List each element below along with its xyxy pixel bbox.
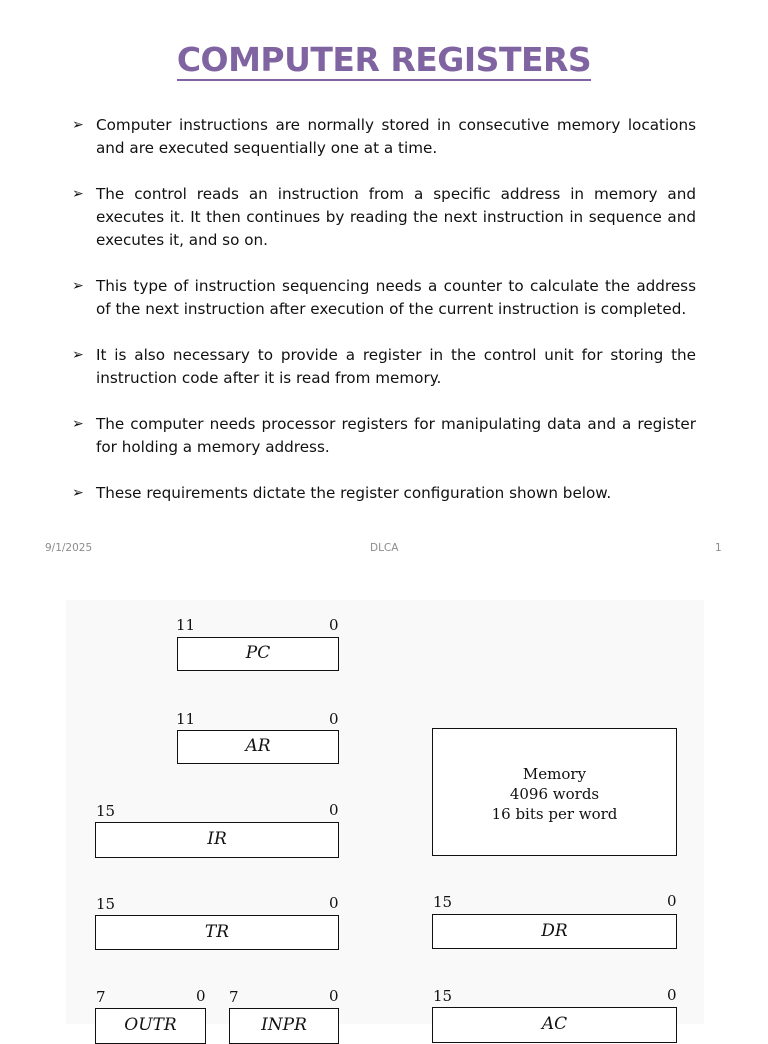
dr-register: DR: [432, 914, 677, 949]
slide-title-text: COMPUTER REGISTERS: [176, 40, 592, 79]
outr-register: OUTR: [95, 1008, 206, 1044]
bullet-text: These requirements dictate the register configuration shown below.: [96, 484, 612, 502]
inpr-high-bit: 7: [229, 988, 239, 1006]
slide-title: [0, 40, 768, 79]
ar-high-bit: 11: [176, 710, 196, 728]
inpr-low-bit: 0: [329, 987, 339, 1005]
bullet-item: [72, 183, 696, 252]
arrow-bullet-icon: ➢: [72, 416, 84, 432]
memory-words: 4096 words: [509, 785, 600, 803]
bullet-text: The computer needs processor registers for manipulating data and a register for holding a memory address.: [96, 415, 696, 456]
arrow-bullet-icon: ➢: [72, 117, 84, 133]
ir-register: IR: [95, 822, 339, 858]
footer-page-number: 1: [715, 542, 722, 554]
ac-low-bit: 0: [667, 986, 677, 1004]
pc-register: PC: [177, 637, 339, 671]
tr-low-bit: 0: [329, 894, 339, 912]
pc-low-bit: 0: [329, 616, 339, 634]
bullet-item: [72, 482, 696, 505]
bullet-text: It is also necessary to provide a register in the control unit for storing the instruction code after it is read from memory.: [96, 346, 696, 387]
bullet-list: [72, 114, 696, 528]
arrow-bullet-icon: ➢: [72, 347, 84, 363]
footer-date: 9/1/2025: [45, 542, 93, 554]
arrow-bullet-icon: ➢: [72, 278, 84, 294]
tr-register: TR: [95, 915, 339, 950]
dr-low-bit: 0: [667, 892, 677, 910]
ac-register: AC: [432, 1007, 677, 1043]
bullet-item: [72, 413, 696, 459]
pc-high-bit: 11: [176, 616, 196, 634]
ir-low-bit: 0: [329, 801, 339, 819]
outr-high-bit: 7: [96, 988, 106, 1006]
ar-register: AR: [177, 730, 339, 764]
arrow-bullet-icon: ➢: [72, 485, 84, 501]
bullet-text: The control reads an instruction from a specific address in memory and executes it. It then continues by reading the next instruction in sequence and executes it, and so on.: [96, 185, 696, 249]
outr-low-bit: 0: [196, 987, 206, 1005]
bullet-text: This type of instruction sequencing needs a counter to calculate the address of the next instruction after execution of the current instruction is completed.: [96, 277, 696, 318]
bullet-item: [72, 344, 696, 390]
bullet-text: Computer instructions are normally stored in consecutive memory locations and are executed sequentially one at a time.: [96, 116, 696, 157]
ac-high-bit: 15: [433, 987, 453, 1005]
bullet-item: [72, 275, 696, 321]
memory-bits-per-word: 16 bits per word: [491, 805, 618, 823]
memory-block: [432, 728, 677, 856]
inpr-register: INPR: [229, 1008, 339, 1044]
ir-high-bit: 15: [96, 802, 116, 820]
ar-low-bit: 0: [329, 710, 339, 728]
footer-title: DLCA: [370, 542, 399, 554]
arrow-bullet-icon: ➢: [72, 186, 84, 202]
tr-high-bit: 15: [96, 895, 116, 913]
dr-high-bit: 15: [433, 893, 453, 911]
bullet-item: [72, 114, 696, 160]
memory-label: Memory: [522, 765, 587, 783]
